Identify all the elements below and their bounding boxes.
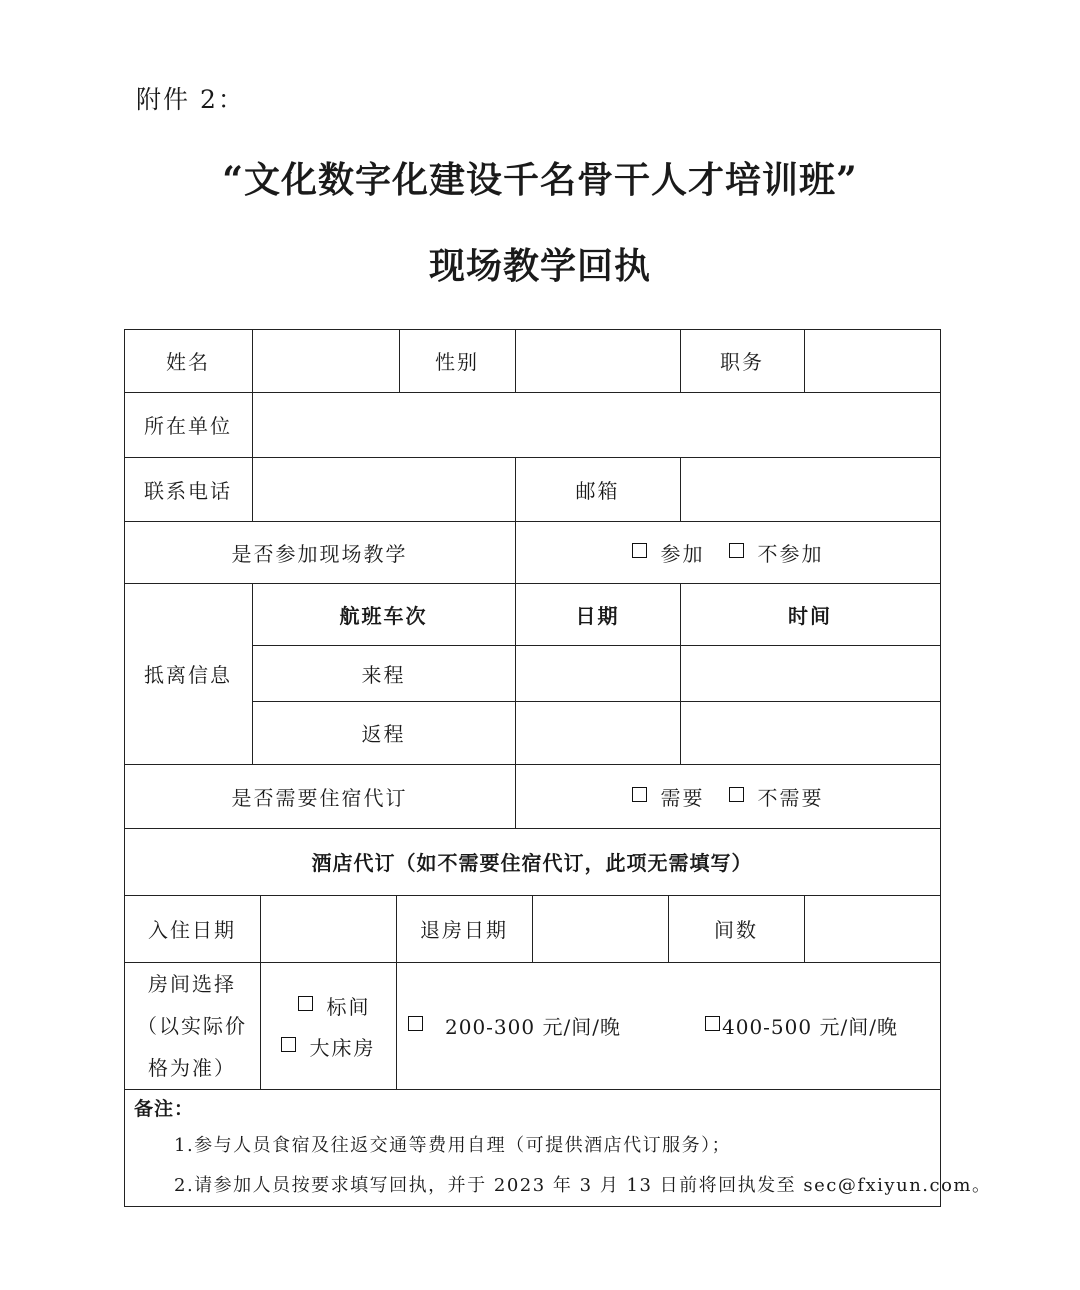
price-option-1-label: 200-300 元/间/晚 bbox=[445, 1015, 621, 1039]
date-header: 日期 bbox=[575, 603, 620, 628]
price-options bbox=[396, 962, 940, 1089]
attachment-label: 附件 2： bbox=[136, 85, 245, 114]
attend-no-option[interactable] bbox=[729, 538, 824, 567]
checkbox-icon[interactable] bbox=[729, 543, 744, 558]
arrival-label: 来程 bbox=[361, 662, 406, 687]
position-label: 职务 bbox=[720, 350, 764, 374]
attend-no-label: 不参加 bbox=[757, 541, 824, 566]
position-input[interactable] bbox=[804, 329, 940, 392]
accommodation-yes-label: 需要 bbox=[660, 785, 705, 810]
checkbox-icon[interactable] bbox=[729, 787, 744, 802]
accommodation-label: 是否需要住宿代订 bbox=[231, 785, 408, 810]
checkbox-icon[interactable] bbox=[705, 1016, 720, 1031]
price-option-1[interactable] bbox=[408, 1011, 621, 1040]
rooms-label: 间数 bbox=[714, 918, 758, 942]
return-time-input[interactable] bbox=[680, 701, 940, 764]
time-header: 时间 bbox=[788, 603, 832, 628]
checkbox-icon[interactable] bbox=[298, 996, 313, 1011]
checkin-input[interactable] bbox=[260, 895, 396, 962]
note-2: 2.请参加人员按要求填写回执，并于 2023 年 3 月 13 日前将回执发至 sec@fxiyun.com。 bbox=[174, 1175, 992, 1196]
accommodation-options bbox=[515, 764, 940, 828]
return-label: 返程 bbox=[361, 722, 406, 746]
room-select-label-line2: （以实际价 bbox=[137, 1013, 247, 1038]
form-title-line2: 现场教学回执 bbox=[428, 245, 651, 287]
checkbox-icon[interactable] bbox=[632, 787, 647, 802]
flight-header: 航班车次 bbox=[339, 603, 428, 628]
attend-yes-option[interactable] bbox=[632, 538, 705, 567]
gender-input[interactable] bbox=[515, 329, 680, 392]
rooms-input[interactable] bbox=[804, 895, 940, 962]
price-option-2-label: 400-500 元/间/晚 bbox=[722, 1015, 898, 1039]
attend-options bbox=[515, 521, 940, 583]
accommodation-yes-option[interactable] bbox=[632, 782, 705, 811]
name-label: 姓名 bbox=[166, 350, 210, 374]
attend-label: 是否参加现场教学 bbox=[231, 541, 408, 566]
checkout-input[interactable] bbox=[532, 895, 668, 962]
arrival-time-input[interactable] bbox=[680, 645, 940, 701]
return-date-input[interactable] bbox=[515, 701, 680, 764]
checkout-label: 退房日期 bbox=[420, 918, 508, 942]
note-1: 1.参与人员食宿及往返交通等费用自理（可提供酒店代订服务）； bbox=[174, 1135, 732, 1156]
email-label: 邮箱 bbox=[575, 478, 620, 503]
room-king-option[interactable] bbox=[281, 1032, 376, 1061]
arrival-date-input[interactable] bbox=[515, 645, 680, 701]
travel-label: 抵离信息 bbox=[144, 663, 232, 687]
email-input[interactable] bbox=[680, 457, 940, 521]
price-option-2[interactable] bbox=[705, 1011, 898, 1040]
attend-yes-label: 参加 bbox=[660, 541, 705, 566]
unit-label: 所在单位 bbox=[144, 414, 232, 438]
checkbox-icon[interactable] bbox=[408, 1016, 423, 1031]
accommodation-no-option[interactable] bbox=[729, 782, 824, 811]
form-title-line1: “文化数字化建设千名骨干人才培训班” bbox=[222, 159, 858, 201]
room-type-options bbox=[260, 962, 396, 1089]
checkbox-icon[interactable] bbox=[632, 543, 647, 558]
hotel-section-header: 酒店代订（如不需要住宿代订，此项无需填写） bbox=[311, 851, 753, 875]
checkbox-icon[interactable] bbox=[281, 1037, 296, 1052]
accommodation-no-label: 不需要 bbox=[757, 785, 824, 810]
room-select-label-line3: 格为准） bbox=[148, 1055, 236, 1080]
checkin-label: 入住日期 bbox=[148, 918, 236, 942]
phone-label: 联系电话 bbox=[144, 478, 232, 503]
room-standard-label: 标间 bbox=[326, 994, 371, 1019]
phone-input[interactable] bbox=[252, 457, 515, 521]
room-select-label bbox=[124, 962, 260, 1089]
room-king-label: 大床房 bbox=[309, 1035, 376, 1060]
notes-title: 备注： bbox=[134, 1098, 195, 1120]
gender-label: 性别 bbox=[435, 350, 479, 374]
room-standard-option[interactable] bbox=[298, 991, 371, 1020]
name-input[interactable] bbox=[252, 329, 399, 392]
unit-input[interactable] bbox=[252, 392, 940, 457]
room-select-label-line1: 房间选择 bbox=[148, 971, 236, 996]
